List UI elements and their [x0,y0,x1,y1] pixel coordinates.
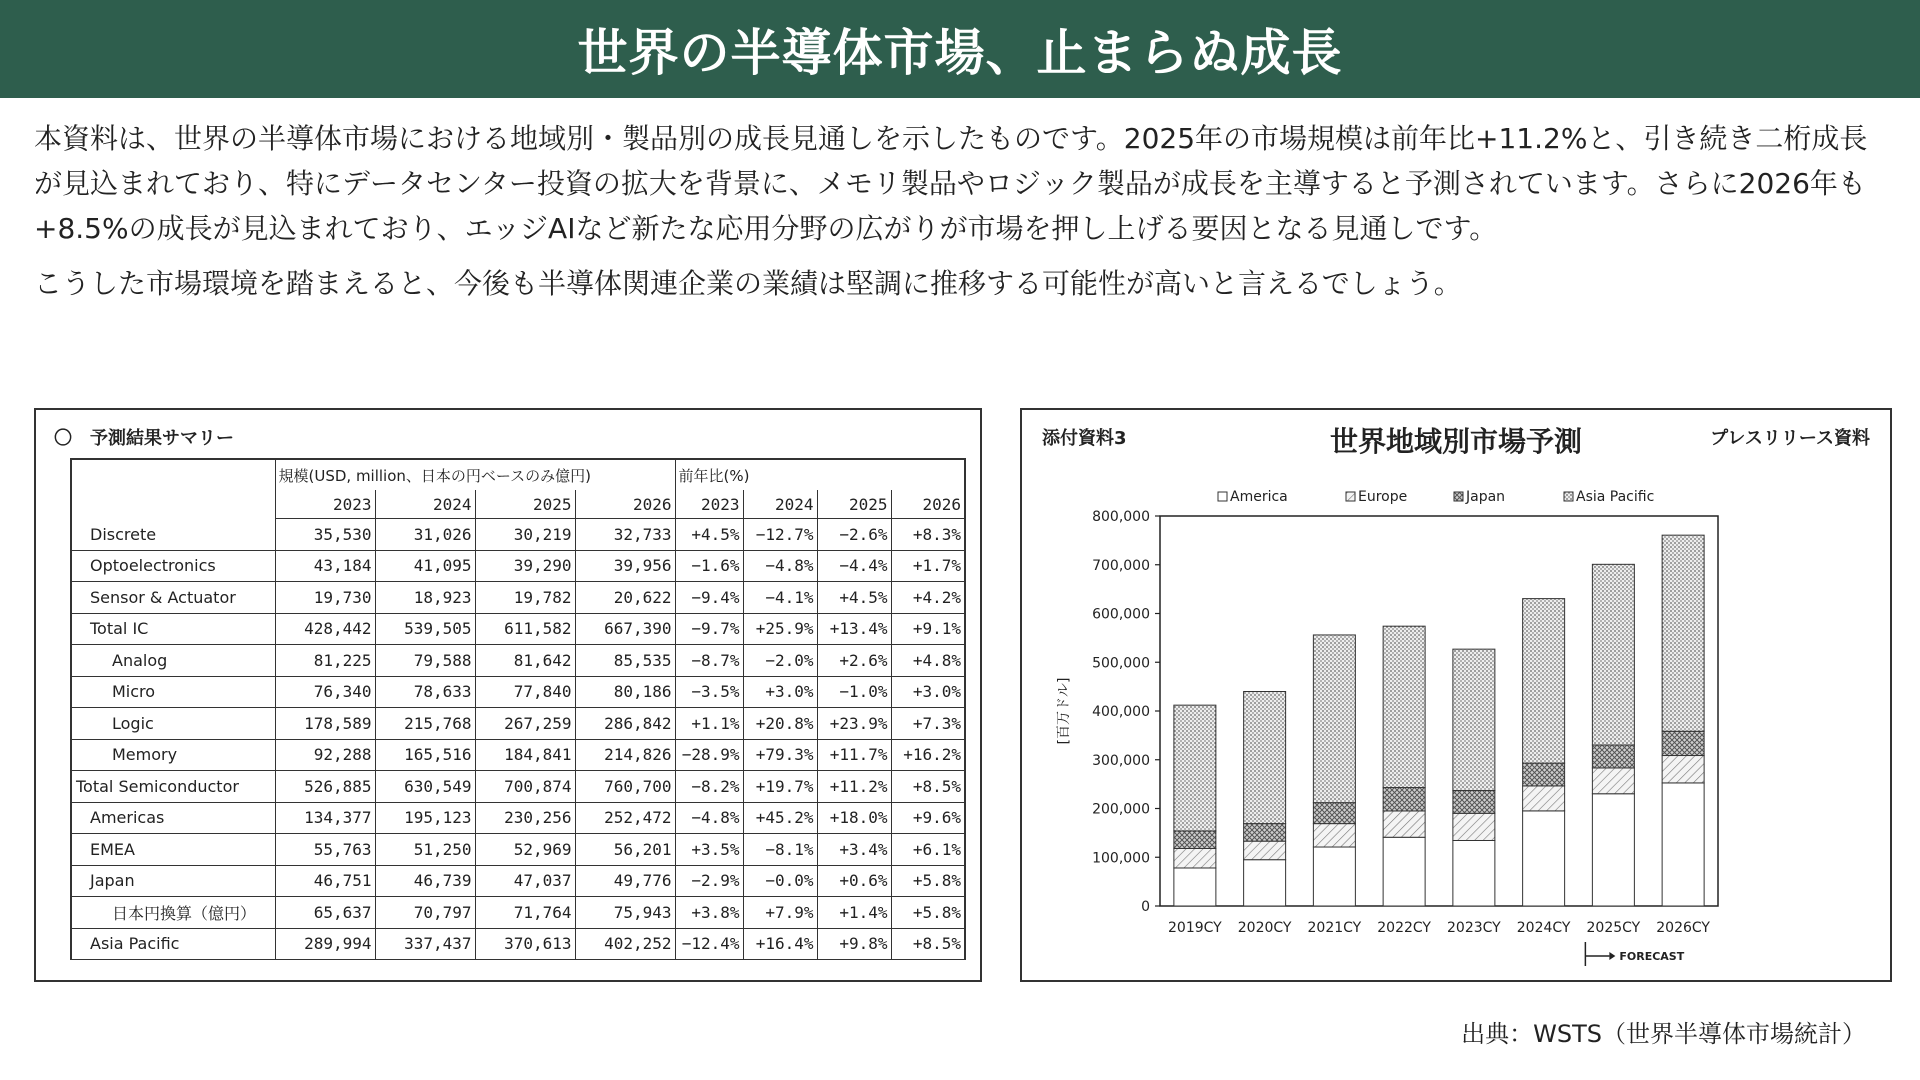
table-cell: 289,994 [275,928,375,960]
bar-segment-japan [1523,763,1565,786]
legend-entry: Europe [1358,489,1408,505]
table-cell: −4.4% [817,550,891,582]
table-cell: +4.2% [891,582,965,614]
table-cell: 77,840 [475,676,575,708]
table-cell: +9.6% [891,802,965,834]
legend-swatch [1346,492,1355,501]
table-cell: −4.1% [743,582,817,614]
bar-segment-america [1453,840,1495,906]
table-cell: −8.1% [743,834,817,866]
table-group-size: 規模(USD, million、日本の円ベースのみ億円) [275,459,675,490]
table-cell: −9.4% [675,582,743,614]
table-cell: +3.0% [743,676,817,708]
y-tick-label: 800,000 [1092,509,1150,525]
x-tick-label: 2022CY [1377,920,1431,936]
table-row [71,550,965,582]
table-cell: 92,288 [275,739,375,771]
table-cell: 667,390 [575,613,675,645]
table-cell: −4.8% [675,802,743,834]
chart-title: 世界地域別市場予測 [1329,425,1582,458]
bar-segment-japan [1174,831,1216,849]
bar-segment-america [1592,794,1634,906]
table-cell: +20.8% [743,708,817,740]
table-cell: +9.8% [817,928,891,960]
table-cell: 19,782 [475,582,575,614]
table-cell: +4.8% [891,645,965,677]
bar-segment-europe [1383,811,1425,837]
table-cell: 337,437 [375,928,475,960]
y-tick-label: 600,000 [1092,606,1150,623]
table-cell: 252,472 [575,802,675,834]
bar-segment-asia-pacific [1662,535,1704,731]
press-release-label: プレスリリース資料 [1710,428,1870,449]
table-row-label: EMEA [71,834,275,866]
table-cell: 39,956 [575,550,675,582]
bar-segment-japan [1453,791,1495,814]
body-text [34,116,1890,306]
table-cell: +18.0% [817,802,891,834]
body-paragraph-2: こうした市場環境を踏まえると、今後も半導体関連企業の業績は堅調に推移する可能性が高いと言えるでしょう。 [34,267,1462,300]
table-cell: +13.4% [817,613,891,645]
table-year-header: 2026 [575,490,675,519]
y-axis-label: [百万ドル] [1056,677,1072,745]
attachment-label: 添付資料3 [1042,428,1127,449]
table-cell: 370,613 [475,928,575,960]
table-cell: +3.4% [817,834,891,866]
legend-entry: America [1230,489,1288,505]
table-cell: 214,826 [575,739,675,771]
table-year-header: 2025 [475,490,575,519]
table-cell: 79,588 [375,645,475,677]
source-note: 出典：WSTS（世界半導体市場統計） [1461,1020,1866,1048]
legend-swatch [1564,492,1573,501]
y-tick-label: 300,000 [1092,752,1150,769]
table-cell: +9.1% [891,613,965,645]
table-cell: 51,250 [375,834,475,866]
table-cell: 56,201 [575,834,675,866]
table-row-label: Japan [71,865,275,897]
forecast-arrow-head [1609,952,1615,960]
table-cell: 700,874 [475,771,575,803]
table-cell: 178,589 [275,708,375,740]
table-cell: +8.3% [891,519,965,551]
summary-table-panel [34,408,982,982]
table-row-label: Sensor & Actuator [71,582,275,614]
table-cell: 30,219 [475,519,575,551]
table-cell: −0.0% [743,865,817,897]
table-cell: 52,969 [475,834,575,866]
table-cell: +6.1% [891,834,965,866]
table-cell: 20,622 [575,582,675,614]
table-cell: −2.0% [743,645,817,677]
table-cell: +3.0% [891,676,965,708]
table-row-label: Optoelectronics [71,550,275,582]
table-cell: 611,582 [475,613,575,645]
table-cell: 19,730 [275,582,375,614]
bar-segment-asia-pacific [1313,635,1355,803]
table-cell: 78,633 [375,676,475,708]
table-cell: +4.5% [675,519,743,551]
table-row-label: Logic [71,708,275,740]
y-tick-label: 500,000 [1092,655,1150,672]
bar-segment-europe [1313,824,1355,847]
x-tick-label: 2021CY [1307,920,1362,936]
table-cell: +2.6% [817,645,891,677]
y-tick-label: 400,000 [1092,704,1150,720]
table-cell: 46,739 [375,865,475,897]
bar-segment-europe [1453,813,1495,840]
x-tick-label: 2026CY [1656,920,1710,936]
bar-segment-europe [1523,786,1565,811]
table-cell: 539,505 [375,613,475,645]
bar-segment-asia-pacific [1523,599,1565,764]
x-tick-label: 2020CY [1237,920,1292,936]
table-cell: 46,751 [275,865,375,897]
table-cell: −8.7% [675,645,743,677]
table-year-header: 2023 [275,490,375,519]
table-cell: 80,186 [575,676,675,708]
table-cell: 286,842 [575,708,675,740]
table-cell: 215,768 [375,708,475,740]
y-tick-label: 700,000 [1092,557,1150,574]
bar-segment-europe [1244,841,1286,860]
table-cell: 184,841 [475,739,575,771]
table-cell: +1.4% [817,897,891,929]
table-cell: +3.5% [675,834,743,866]
table-cell: 65,637 [275,897,375,929]
table-row [71,771,965,803]
bar-segment-asia-pacific [1453,649,1495,790]
x-tick-label: 2024CY [1516,920,1571,936]
table-cell: 70,797 [375,897,475,929]
table-cell: +1.7% [891,550,965,582]
legend-swatch [1218,492,1227,501]
bar-segment-japan [1313,803,1355,824]
table-row [71,582,965,614]
table-cell: 41,095 [375,550,475,582]
table-cell: 32,733 [575,519,675,551]
x-tick-label: 2025CY [1586,920,1641,936]
bar-segment-america [1244,860,1286,906]
bar-segment-america [1523,811,1565,906]
table-cell: +7.3% [891,708,965,740]
table-header-blank [71,459,275,490]
table-cell: +1.1% [675,708,743,740]
bar-segment-asia-pacific [1383,626,1425,787]
table-row [71,739,965,771]
table-cell: −4.8% [743,550,817,582]
table-cell: 526,885 [275,771,375,803]
legend-swatch [1454,492,1463,501]
table-cell: +11.7% [817,739,891,771]
table-row-label: Memory [71,739,275,771]
table-cell: +8.5% [891,928,965,960]
table-cell: −1.0% [817,676,891,708]
table-cell: +4.5% [817,582,891,614]
x-tick-label: 2023CY [1447,920,1501,936]
bar-segment-america [1662,783,1704,906]
table-cell: +3.8% [675,897,743,929]
bar-segment-japan [1244,824,1286,842]
table-cell: 267,259 [475,708,575,740]
table-title: 〇 予測結果サマリー [54,428,234,449]
table-cell: +45.2% [743,802,817,834]
table-cell: 195,123 [375,802,475,834]
table-cell: 760,700 [575,771,675,803]
table-header-blank [71,490,275,519]
table-cell: 18,923 [375,582,475,614]
table-row-label: Americas [71,802,275,834]
bar-segment-europe [1662,756,1704,783]
bar-segment-europe [1592,768,1634,794]
table-row [71,897,965,929]
table-cell: +7.9% [743,897,817,929]
legend-entry: Asia Pacific [1576,489,1655,505]
table-row [71,676,965,708]
table-cell: 402,252 [575,928,675,960]
table-row [71,834,965,866]
table-cell: 39,290 [475,550,575,582]
table-row [71,613,965,645]
table-cell: 47,037 [475,865,575,897]
table-cell: +5.8% [891,865,965,897]
table-row-label: Total Semiconductor [71,771,275,803]
x-tick-label: 2019CY [1168,920,1222,936]
y-tick-label: 100,000 [1092,850,1150,867]
table-row-label: Discrete [71,519,275,551]
table-cell: 31,026 [375,519,475,551]
stacked-bar-chart [1022,410,1890,980]
body-paragraph-1: 本資料は、世界の半導体市場における地域別・製品別の成長見通しを示したものです。2025年の市場規模は前年比+11.2%と、引き続き二桁成長が見込まれており、特にデータセンター投資の拡大を背景に、メモリ製品やロジック製品が成長を主導すると予測されています。さらに2026年も+8.5%の成長が見込まれており、エッジAIなど新たな応用分野の広がりが市場を押し上げる要因となる見通しです。 [34,122,1868,245]
table-cell: −28.9% [675,739,743,771]
legend-entry: Japan [1466,489,1506,505]
page-title: 世界の半導体市場、止まらぬ成長 [577,24,1343,82]
table-cell: 230,256 [475,802,575,834]
table-cell: −3.5% [675,676,743,708]
header-bar [0,0,1920,98]
chart-panel [1020,408,1892,982]
table-cell: −9.7% [675,613,743,645]
table-cell: −12.7% [743,519,817,551]
y-tick-label: 200,000 [1092,801,1150,818]
table-cell: +8.5% [891,771,965,803]
table-cell: 630,549 [375,771,475,803]
table-cell: +25.9% [743,613,817,645]
table-row-label: 日本円換算（億円） [71,897,275,929]
table-row-label: Total IC [71,613,275,645]
table-row-label: Analog [71,645,275,677]
table-row [71,865,965,897]
table-year-header: 2023 [675,490,743,519]
table-cell: +0.6% [817,865,891,897]
bar-segment-japan [1383,788,1425,811]
table-row-label: Micro [71,676,275,708]
table-cell: 75,943 [575,897,675,929]
bar-segment-europe [1174,848,1216,868]
bar-segment-asia-pacific [1174,705,1216,831]
table-cell: +19.7% [743,771,817,803]
table-row-label: Asia Pacific [71,928,275,960]
table-year-header: 2024 [375,490,475,519]
table-row [71,928,965,960]
table-row [71,802,965,834]
table-cell: 49,776 [575,865,675,897]
table-cell: 43,184 [275,550,375,582]
table-year-header: 2026 [891,490,965,519]
table-cell: +79.3% [743,739,817,771]
table-cell: +23.9% [817,708,891,740]
table-cell: −8.2% [675,771,743,803]
table-cell: 71,764 [475,897,575,929]
bar-segment-japan [1592,745,1634,768]
forecast-label: FORECAST [1619,950,1685,963]
table-cell: 55,763 [275,834,375,866]
table-cell: −1.6% [675,550,743,582]
table-cell: 81,225 [275,645,375,677]
table-cell: −2.9% [675,865,743,897]
summary-table [70,458,966,960]
table-cell: +11.2% [817,771,891,803]
table-cell: +16.4% [743,928,817,960]
table-cell: 35,530 [275,519,375,551]
table-cell: 76,340 [275,676,375,708]
table-year-header: 2024 [743,490,817,519]
table-cell: 85,535 [575,645,675,677]
y-tick-label: 0 [1141,899,1150,915]
table-row [71,645,965,677]
bar-segment-america [1383,837,1425,906]
table-group-growth: 前年比(%) [675,459,965,490]
bar-segment-america [1174,868,1216,906]
table-cell: −2.6% [817,519,891,551]
table-cell: 428,442 [275,613,375,645]
table-cell: 165,516 [375,739,475,771]
table-cell: −12.4% [675,928,743,960]
table-header-row-1 [71,459,965,490]
bar-segment-asia-pacific [1244,692,1286,824]
table-year-header: 2025 [817,490,891,519]
table-row [71,519,965,551]
table-cell: +5.8% [891,897,965,929]
table-header-row-2 [71,490,965,519]
bar-segment-america [1313,847,1355,906]
bar-segment-asia-pacific [1592,564,1634,745]
table-cell: 134,377 [275,802,375,834]
table-cell: 81,642 [475,645,575,677]
table-row [71,708,965,740]
table-cell: +16.2% [891,739,965,771]
bar-segment-japan [1662,731,1704,755]
